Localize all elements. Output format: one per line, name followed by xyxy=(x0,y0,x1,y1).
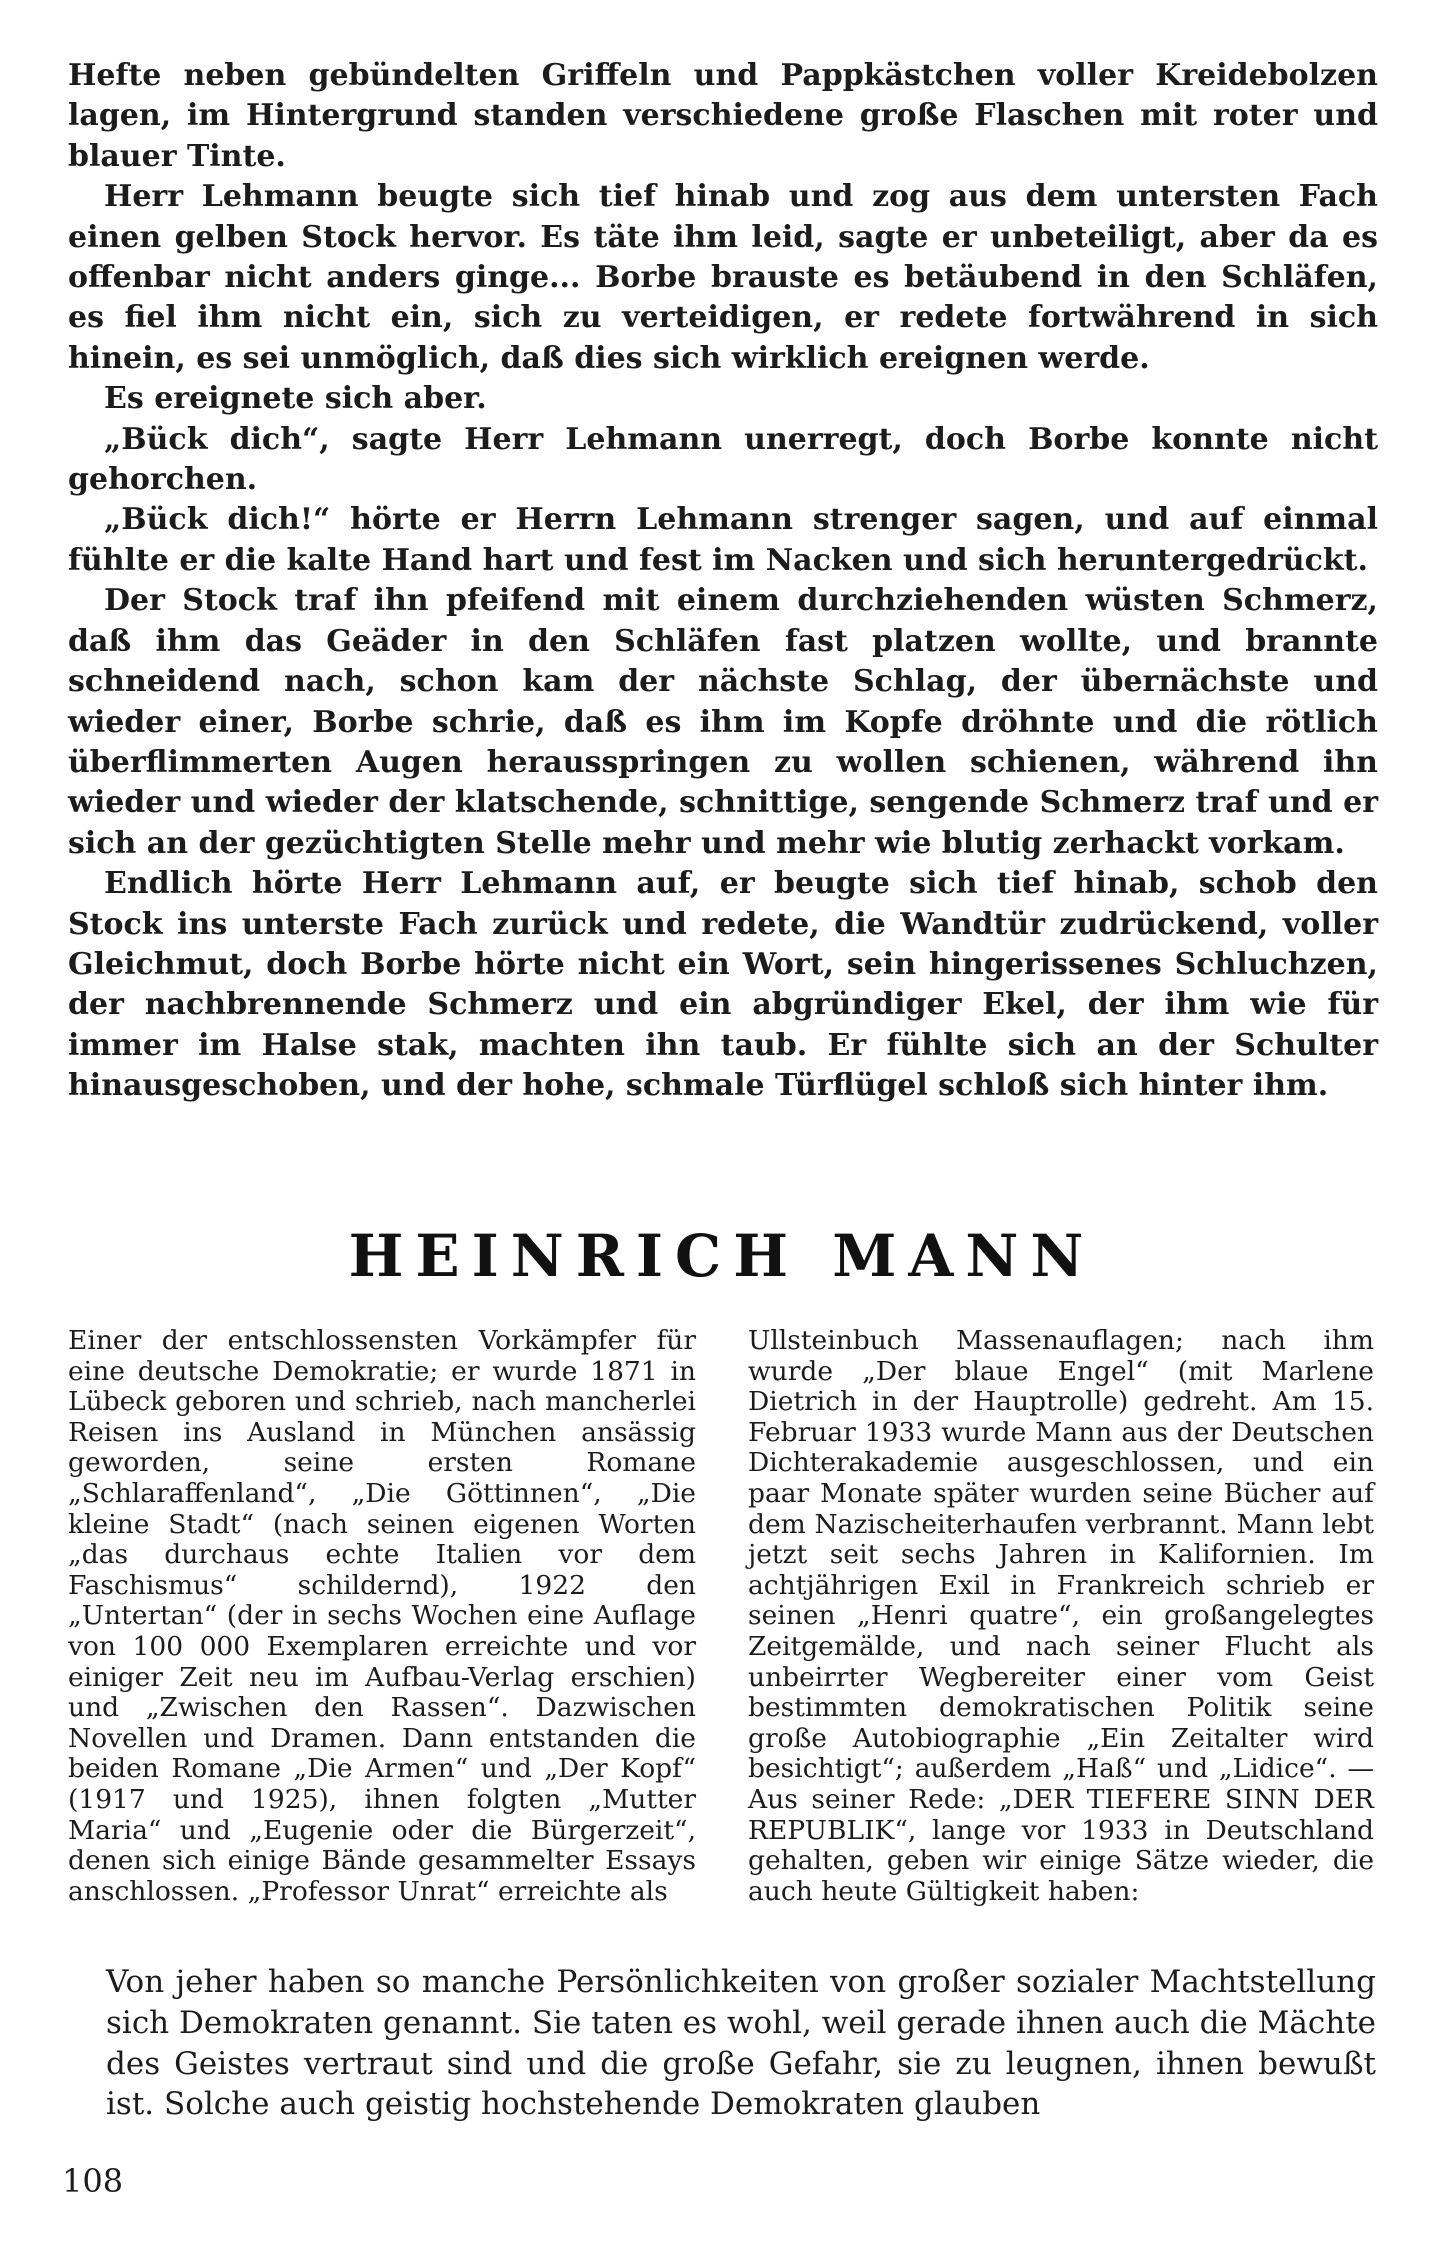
bio-text-left: Einer der entschlossensten Vorkämpfer für eine deutsche Demokratie; er wurde 1871 in Lübeck geboren und schrieb, nach mancherlei Reisen ins Ausland in München ansässig geworden, seine ersten Romane „Schlaraffenland“, „Die Göttinnen“, „Die kleine Stadt“ (nach seinen eigenen Worten „das durchaus echte Italien vor dem Faschismus“ schildernd), 1922 den „Untertan“ (der in sechs Wochen eine Auflage von 100 000 Exemplaren erreichte und vor einiger Zeit neu im Aufbau-Verlag erschien) und „Zwischen den Rassen“. Dazwischen Novellen und Dramen. Dann entstanden die beiden Romane „Die Armen“ und „Der Kopf“ (1917 und 1925), ihnen folgten „Mutter Maria“ und „Eugenie oder die Bürgerzeit“, denen sich einige Bände gesammelter Essays anschlossen. „Professor Unrat“ erreichte als xyxy=(68,1325,696,1907)
story-paragraph: Hefte neben gebündelten Griffeln und Pappkästchen voller Kreidebolzen lagen, im Hintergrund standen verschiedene große Flaschen mit roter und blauer Tinte. xyxy=(68,58,1378,174)
section-title: HEINRICH MANN xyxy=(348,1222,1096,1290)
bio-text-right: Ullsteinbuch Massenauflagen; nach ihm wurde „Der blaue Engel“ (mit Marlene Dietrich in der Hauptrolle) gedreht. Am 15. Februar 1933 wurde Mann aus der Deutschen Dichterakademie ausgeschlossen, und ein paar Monate später wurden seine Bücher auf dem Nazischeiterhaufen verbrannt. Mann lebt jetzt seit sechs Jahren in Kalifornien. Im achtjährigen Exil in Frankreich schrieb er seinen „Henri quatre“, ein großangelegtes Zeitgemälde, und nach seiner Flucht als unbeirrter Wegbereiter einer vom Geist bestimmten demokratischen Politik seine große Autobiographie „Ein Zeitalter wird besichtigt“; außerdem „Haß“ und „Lidice“. — Aus seiner Rede: „DER TIEFERE SINN DER REPUBLIK“, lange vor 1933 in Deutschland gehalten, geben wir einige Sätze wieder, die auch heute Gültigkeit haben: xyxy=(748,1325,1374,1907)
story-paragraph: Es ereignete sich aber. xyxy=(104,381,487,417)
story-paragraph: „Bück dich“, sagte Herr Lehmann unerregt, doch Borbe konnte nicht gehorchen. xyxy=(68,421,1378,498)
bio-column-right xyxy=(748,1326,1374,1907)
essay-paragraph: Von jeher haben so manche Persönlichkeiten von großer sozialer Machtstellung sich Demokraten genannt. Sie taten es wohl, weil gerade ihnen auch die Mächte des Geistes vertraut sind und die große Gefahr, sie zu leugnen, ihnen bewußt ist. Solche auch geistig hochstehende Demokraten glauben xyxy=(106,1964,1376,2123)
story-paragraph: Herr Lehmann beugte sich tief hinab und zog aus dem untersten Fach einen gelben Stock hervor. Es täte ihm leid, sagte er unbeteiligt, aber da es offenbar nicht anders ginge... Borbe brauste es betäubend in den Schläfen, es fiel ihm nicht ein, sich zu verteidigen, er redete fortwährend in sich hinein, es sei unmöglich, daß dies sich wirklich ereignen werde. xyxy=(68,179,1378,376)
story-paragraph: Endlich hörte Herr Lehmann auf, er beugte sich tief hinab, schob den Stock ins unterste Fach zurück und redete, die Wandtür zudrückend, voller Gleichmut, doch Borbe hörte nicht ein Wort, sein hingerissenes Schluchzen, der nachbrennende Schmerz und ein abgründiger Ekel, der ihm wie für immer im Halse stak, machten ihn taub. Er fühlte sich an der Schulter hinausgeschoben, und der hohe, schmale Türflügel schloß sich hinter ihm. xyxy=(68,866,1378,1104)
page-number: 108 xyxy=(62,2162,124,2200)
bio-column-left xyxy=(68,1326,696,1907)
essay-text xyxy=(106,1962,1376,2125)
story-paragraph: „Bück dich!“ hörte er Herrn Lehmann strenger sagen, und auf einmal fühlte er die kalte Hand hart und fest im Nacken und sich heruntergedrückt. xyxy=(68,502,1378,578)
story-text xyxy=(68,56,1378,1107)
story-paragraph: Der Stock traf ihn pfeifend mit einem durchziehenden wüsten Schmerz, daß ihm das Geäder in den Schläfen fast platzen wollte, und brannte schneidend nach, schon kam der nächste Schlag, der übernächste und wieder einer, Borbe schrie, daß es ihm im Kopfe dröhnte und die rötlich überflimmerten Augen herausspringen zu wollen schienen, während ihn wieder und wieder der klatschende, schnittige, sengende Schmerz traf und er sich an der gezüchtigten Stelle mehr und mehr wie blutig zerhackt vorkam. xyxy=(68,583,1378,861)
